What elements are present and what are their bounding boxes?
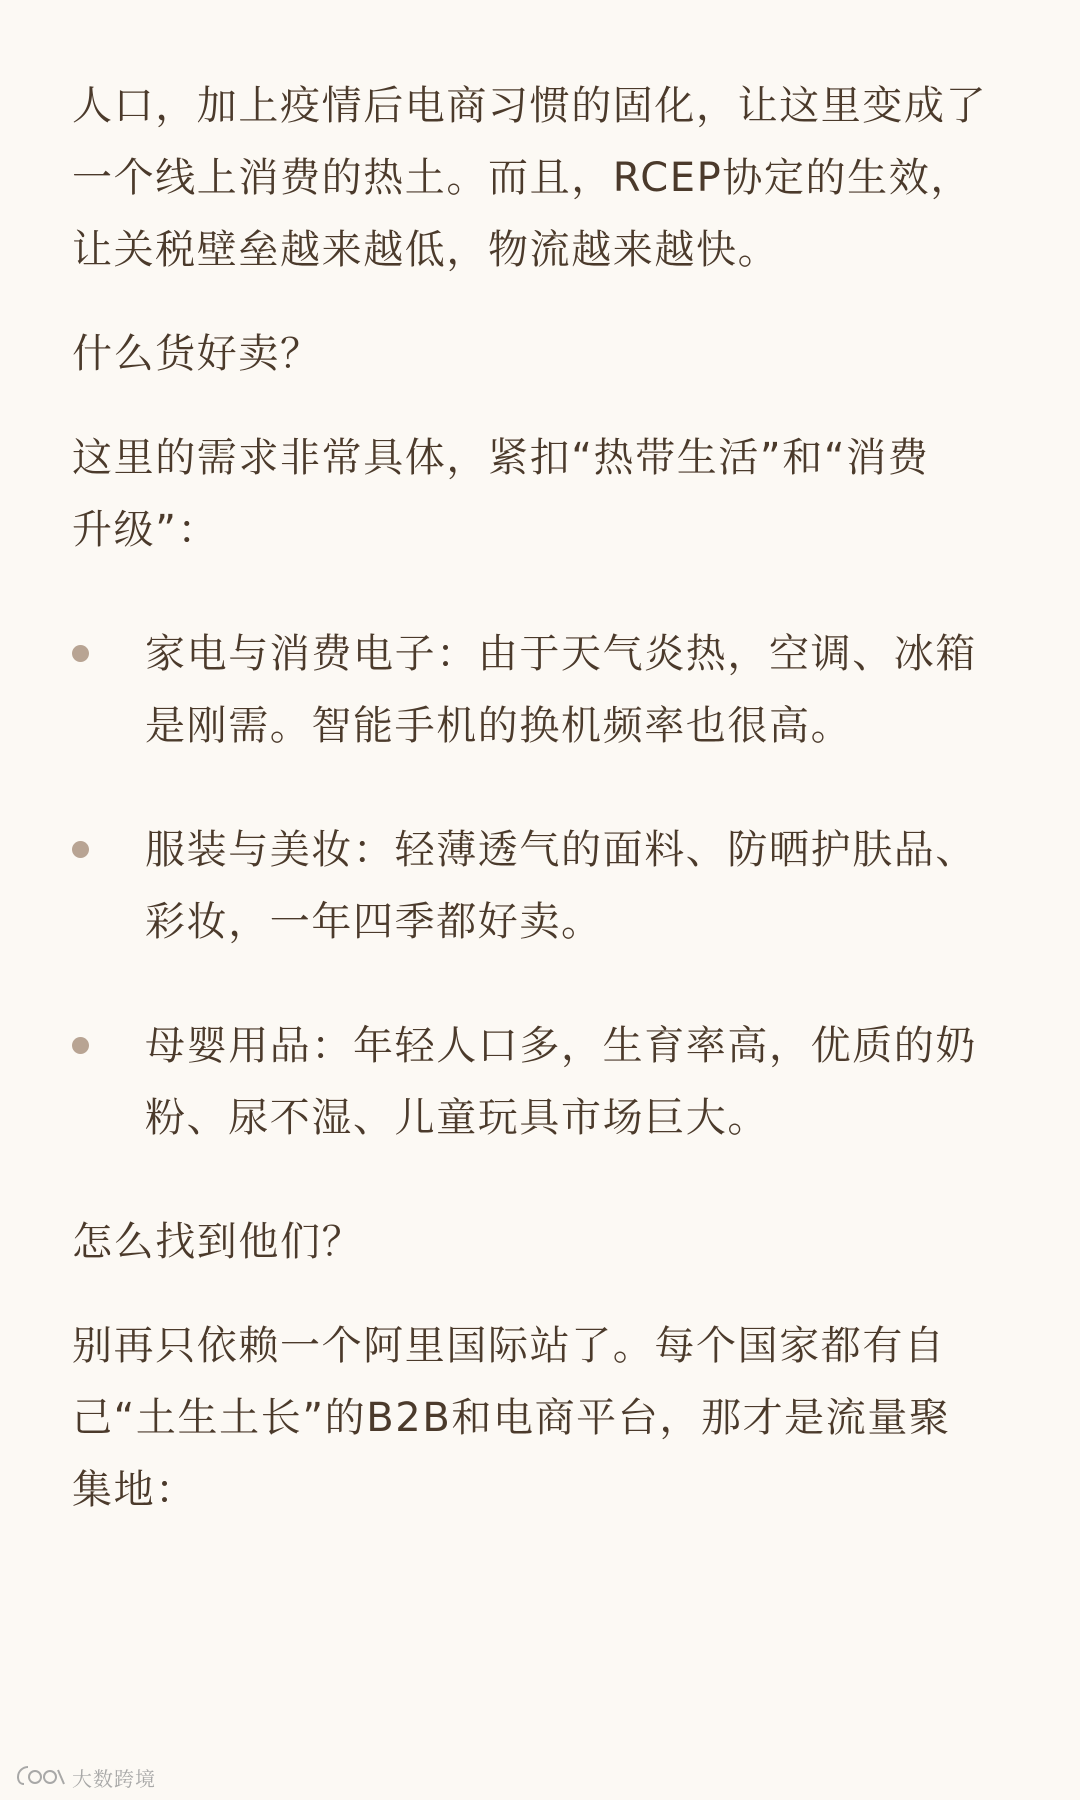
text-line: 是刚需。智能手机的换机频率也很高。	[145, 703, 853, 749]
intro-paragraph	[72, 70, 1012, 286]
text-line: 让关税壁垒越来越低，物流越来越快。	[72, 227, 780, 273]
bullet-list	[72, 618, 1012, 1154]
section-heading-find-them	[72, 1206, 1012, 1278]
bullet-dot-icon	[72, 1037, 89, 1054]
text-line: 升级”：	[72, 507, 220, 553]
list-item	[72, 814, 1012, 958]
bullet-dot-icon	[72, 645, 89, 662]
text-line: 这里的需求非常具体，紧扣“热带生活”和“消费	[72, 435, 930, 481]
text-line: 彩妆，一年四季都好卖。	[145, 899, 603, 945]
text-line: 集地：	[72, 1467, 197, 1513]
bullet-dot-icon	[72, 841, 89, 858]
text-line: 别再只依赖一个阿里国际站了。每个国家都有自	[72, 1323, 946, 1369]
section-heading-what-sells	[72, 318, 1012, 390]
list-item	[72, 1010, 1012, 1154]
article-body	[72, 70, 1012, 1526]
text-line: 母婴用品：年轻人口多，生育率高，优质的奶	[145, 1023, 977, 1069]
text-line: 家电与消费电子：由于天气炎热，空调、冰箱	[145, 631, 977, 677]
heading-text: 怎么找到他们？	[72, 1219, 364, 1265]
watermark-text: 大数跨境	[72, 1766, 156, 1791]
demand-paragraph	[72, 422, 1012, 566]
text-line: 己“土生土长”的B2B和电商平台，那才是流量聚	[72, 1395, 951, 1441]
logo-icon	[14, 1764, 66, 1790]
watermark	[14, 1764, 156, 1790]
heading-text: 什么货好卖？	[72, 331, 322, 377]
text-line: 一个线上消费的热土。而且，RCEP协定的生效，	[72, 155, 972, 201]
text-line: 粉、尿不湿、儿童玩具市场巨大。	[145, 1095, 769, 1141]
text-line: 服装与美妆：轻薄透气的面料、防晒护肤品、	[145, 827, 977, 873]
text-line: 人口，加上疫情后电商习惯的固化，让这里变成了	[72, 83, 988, 129]
platforms-paragraph	[72, 1310, 1012, 1526]
list-item	[72, 618, 1012, 762]
